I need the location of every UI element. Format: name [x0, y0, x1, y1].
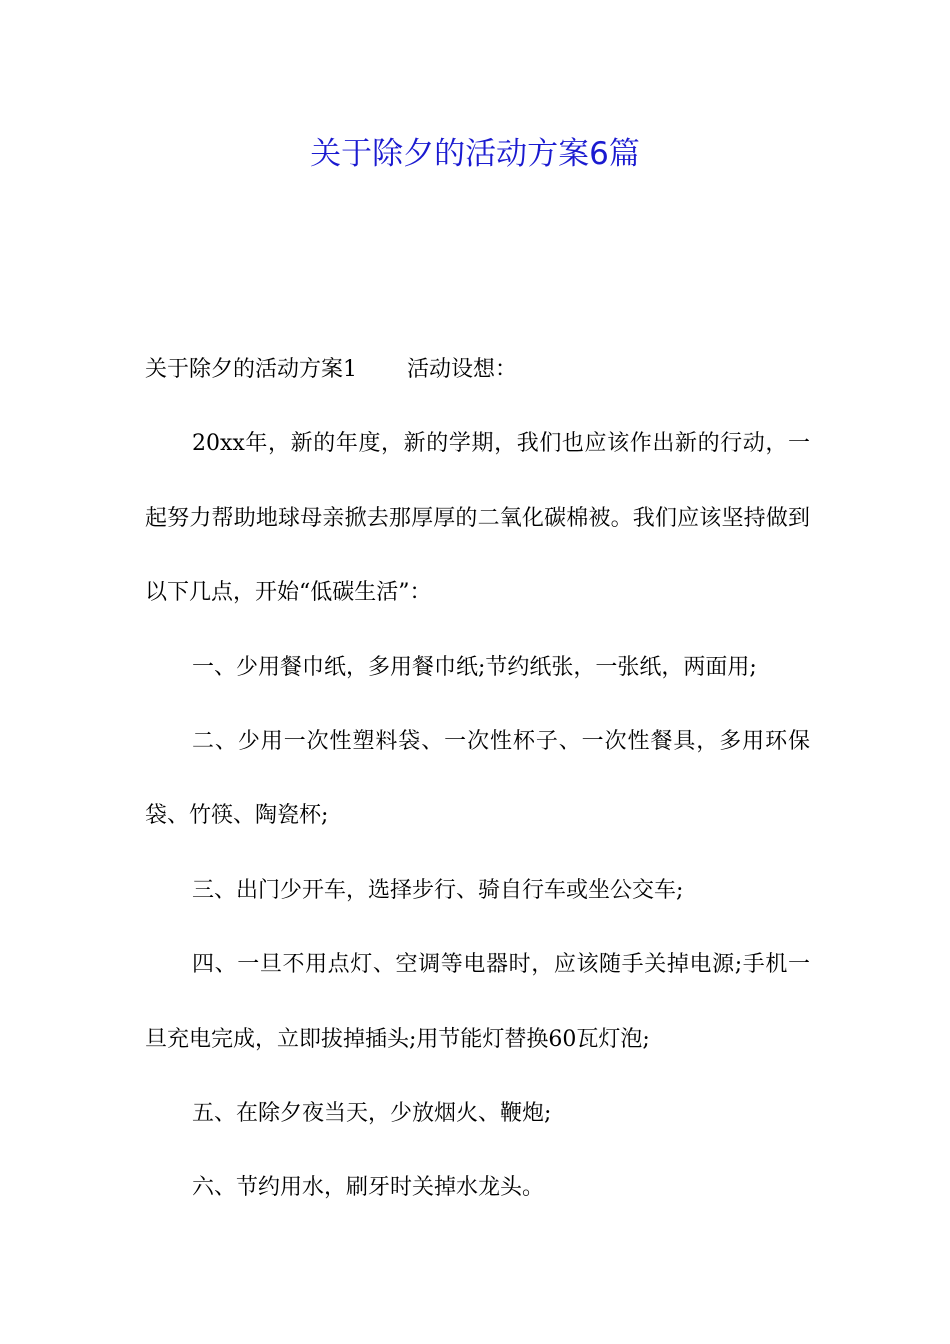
- section-subheading: 活动设想：: [407, 357, 518, 382]
- section-heading: 关于除夕的活动方案1: [145, 357, 357, 382]
- paragraph-item-4: 四、一旦不用点灯、空调等电器时，应该随手关掉电源;手机一旦充电完成，立即拔掉插头;用节能灯替换60瓦灯泡;: [145, 952, 810, 1052]
- document-body: [145, 333, 810, 1226]
- paragraph-item-5: 五、在除夕夜当天，少放烟火、鞭炮;: [192, 1101, 552, 1127]
- paragraph-item-3: 三、出门少开车，选择步行、骑自行车或坐公交车;: [192, 877, 684, 903]
- paragraph-intro: 20xx年，新的年度，新的学期，我们也应该作出新的行动，一起努力帮助地球母亲掀去那厚厚的二氧化碳棉被。我们应该坚持做到以下几点，开始“低碳生活”：: [145, 431, 810, 606]
- document-title: 关于除夕的活动方案6篇: [310, 136, 640, 172]
- paragraph-item-6: 六、节约用水，刷牙时关掉水龙头。: [192, 1175, 545, 1201]
- paragraph-item-2: 二、少用一次性塑料袋、一次性杯子、一次性餐具，多用环保袋、竹筷、陶瓷杯;: [145, 729, 810, 829]
- section-heading-line: [145, 333, 810, 407]
- paragraph-item-1: 一、少用餐巾纸，多用餐巾纸;节约纸张，一张纸，两面用;: [192, 654, 757, 680]
